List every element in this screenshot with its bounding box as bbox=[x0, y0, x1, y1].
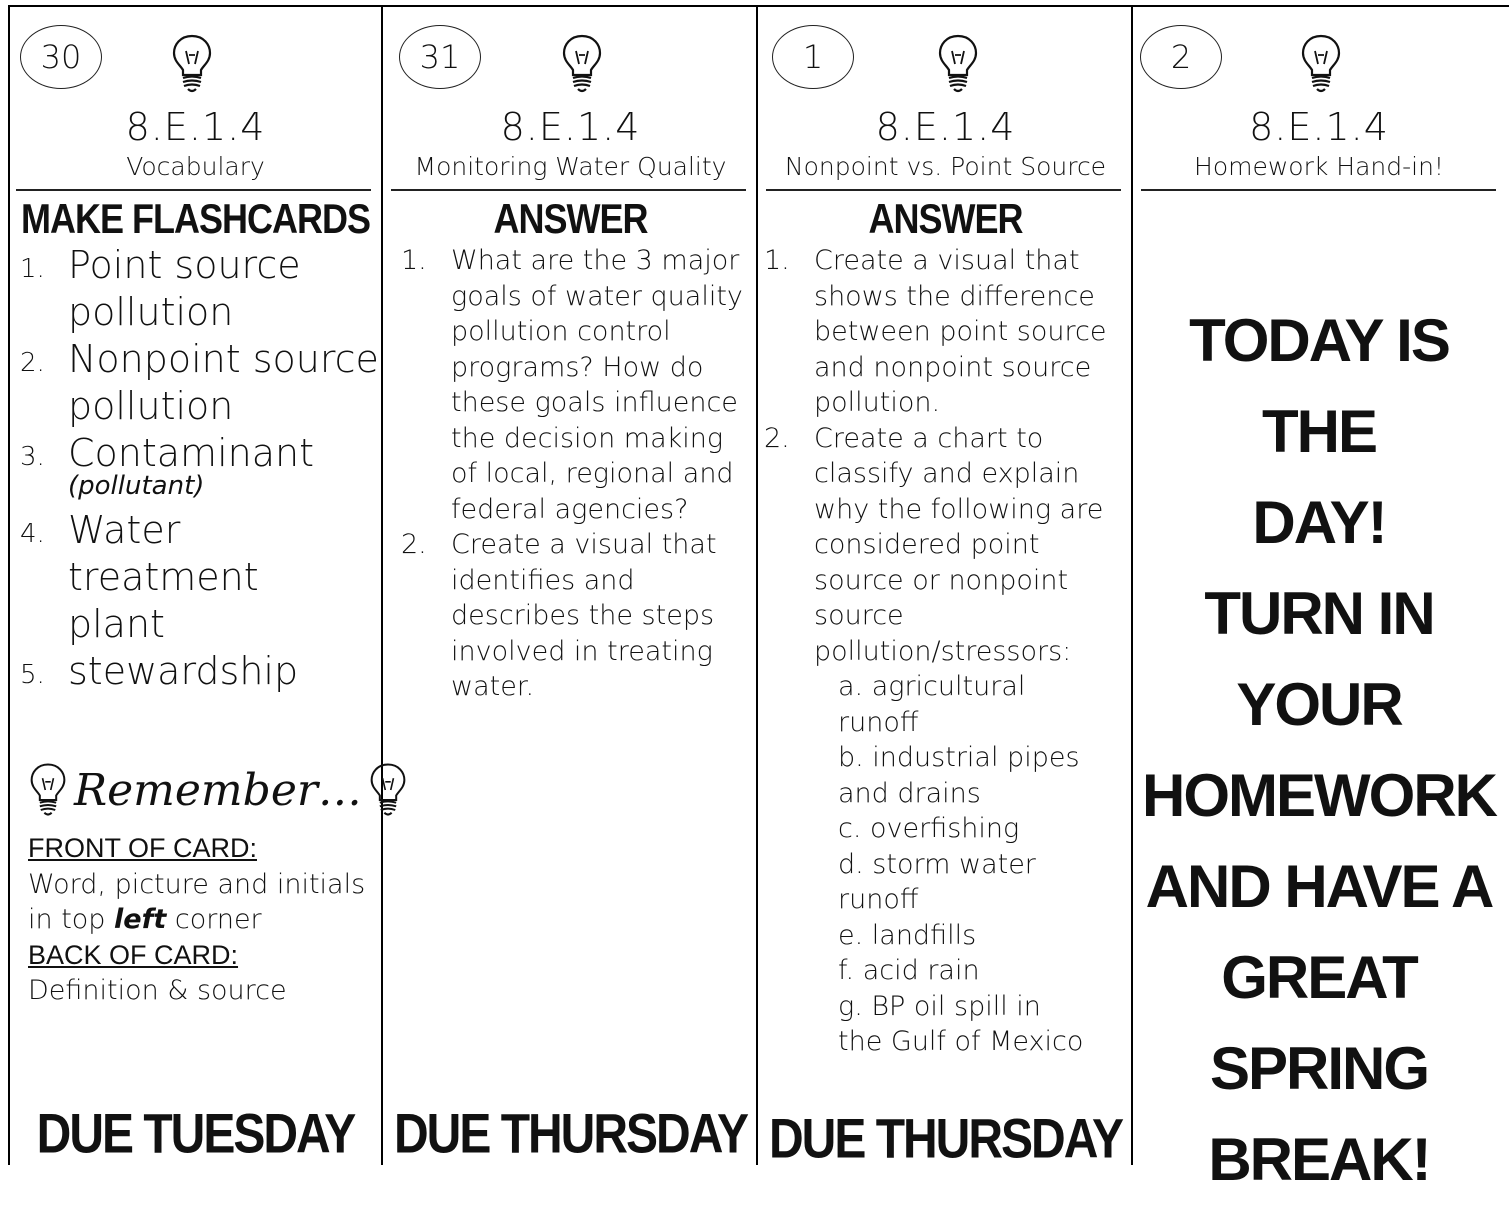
list-item: 2. Nonpoint source pollution bbox=[20, 337, 379, 428]
lightbulb-icon bbox=[28, 761, 68, 819]
list-item: a. agricultural runoff bbox=[838, 671, 1026, 738]
standard-code: 8.E.1.4 bbox=[125, 105, 266, 149]
stressor-list bbox=[814, 669, 1124, 1060]
day-number-badge: 1 bbox=[772, 25, 854, 89]
day-column-31 bbox=[383, 5, 758, 1165]
topic-title: Nonpoint vs. Point Source bbox=[784, 152, 1107, 181]
question-list bbox=[401, 243, 746, 705]
list-item: 5. stewardship bbox=[20, 649, 299, 693]
remember-banner bbox=[28, 755, 408, 825]
list-item: c. overfishing bbox=[838, 813, 1020, 844]
list-item: 3. Contaminant (pollutant) bbox=[20, 431, 314, 501]
lightbulb-icon bbox=[936, 33, 980, 95]
card-instructions bbox=[28, 831, 373, 1009]
list-item: e. landfills bbox=[838, 919, 977, 951]
day-column-1 bbox=[758, 5, 1133, 1171]
front-text: Word, picture and initials in top left corner bbox=[28, 868, 366, 935]
list-item: 4. Water treatment plant bbox=[20, 508, 259, 646]
day-number-badge: 2 bbox=[1140, 25, 1222, 89]
divider bbox=[16, 189, 371, 191]
back-text: Definition & source bbox=[28, 975, 287, 1006]
day-number-badge: 30 bbox=[20, 25, 102, 89]
vocab-list bbox=[20, 242, 380, 695]
day-number-badge: 31 bbox=[399, 25, 481, 89]
topic-title: Monitoring Water Quality bbox=[414, 152, 727, 181]
front-label: FRONT OF CARD: bbox=[28, 833, 257, 863]
back-label: BACK OF CARD: bbox=[28, 939, 239, 970]
list-item: 1. What are the 3 major goals of water quality pollution control programs? How do these goals influence the decision making of local, regional and federal agencies? bbox=[401, 245, 743, 525]
due-label: DUE THURSDAY bbox=[394, 1104, 747, 1166]
task-heading: ANSWER bbox=[868, 195, 1023, 243]
divider bbox=[391, 189, 746, 191]
task-heading: ANSWER bbox=[493, 195, 648, 243]
list-item: d. storm water runoff bbox=[838, 848, 1036, 915]
question-list bbox=[764, 243, 1124, 1060]
standard-code: 8.E.1.4 bbox=[875, 105, 1016, 149]
divider bbox=[1141, 189, 1496, 191]
standard-code: 8.E.1.4 bbox=[500, 105, 641, 149]
due-label: DUE THURSDAY bbox=[769, 1109, 1122, 1171]
topic-title: Vocabulary bbox=[126, 152, 265, 181]
list-item: f. acid rain bbox=[838, 955, 980, 986]
remember-label: Remember… bbox=[74, 764, 362, 816]
list-item: 1. Point source pollution bbox=[20, 243, 301, 334]
list-item: b. industrial pipes and drains bbox=[838, 742, 1080, 809]
divider bbox=[766, 189, 1121, 191]
lightbulb-icon bbox=[1299, 33, 1343, 95]
list-item: 2. Create a chart to classify and explain why the following are considered point source or nonpoint source pollution/stressors: a. agricultural runoff b. industrial pipes and drains c. overfishing d. storm water runoff e. landfills f. acid rain g. BP oil spill in the Gulf of Mexico bbox=[764, 421, 1124, 1060]
lightbulb-icon bbox=[560, 33, 604, 95]
task-heading: MAKE FLASHCARDS bbox=[21, 195, 370, 243]
standard-code: 8.E.1.4 bbox=[1249, 105, 1389, 149]
day-column-2 bbox=[1133, 5, 1509, 1193]
announcement-message: TODAY IS THE DAY! TURN IN YOUR HOMEWORK AND HAVE A GREAT SPRING BREAK! bbox=[1142, 307, 1496, 1193]
topic-title: Homework Hand-in! bbox=[1194, 152, 1444, 181]
due-label: DUE TUESDAY bbox=[36, 1104, 355, 1166]
list-item: 2. Create a visual that identifies and describes the steps involved in treating water. bbox=[401, 529, 717, 702]
list-item: 1. Create a visual that shows the difference between point source and nonpoint source pollution. bbox=[764, 245, 1107, 418]
lightbulb-icon bbox=[170, 33, 214, 95]
list-item: g. BP oil spill in the Gulf of Mexico bbox=[838, 990, 1084, 1057]
day-column-30 bbox=[8, 5, 383, 1165]
